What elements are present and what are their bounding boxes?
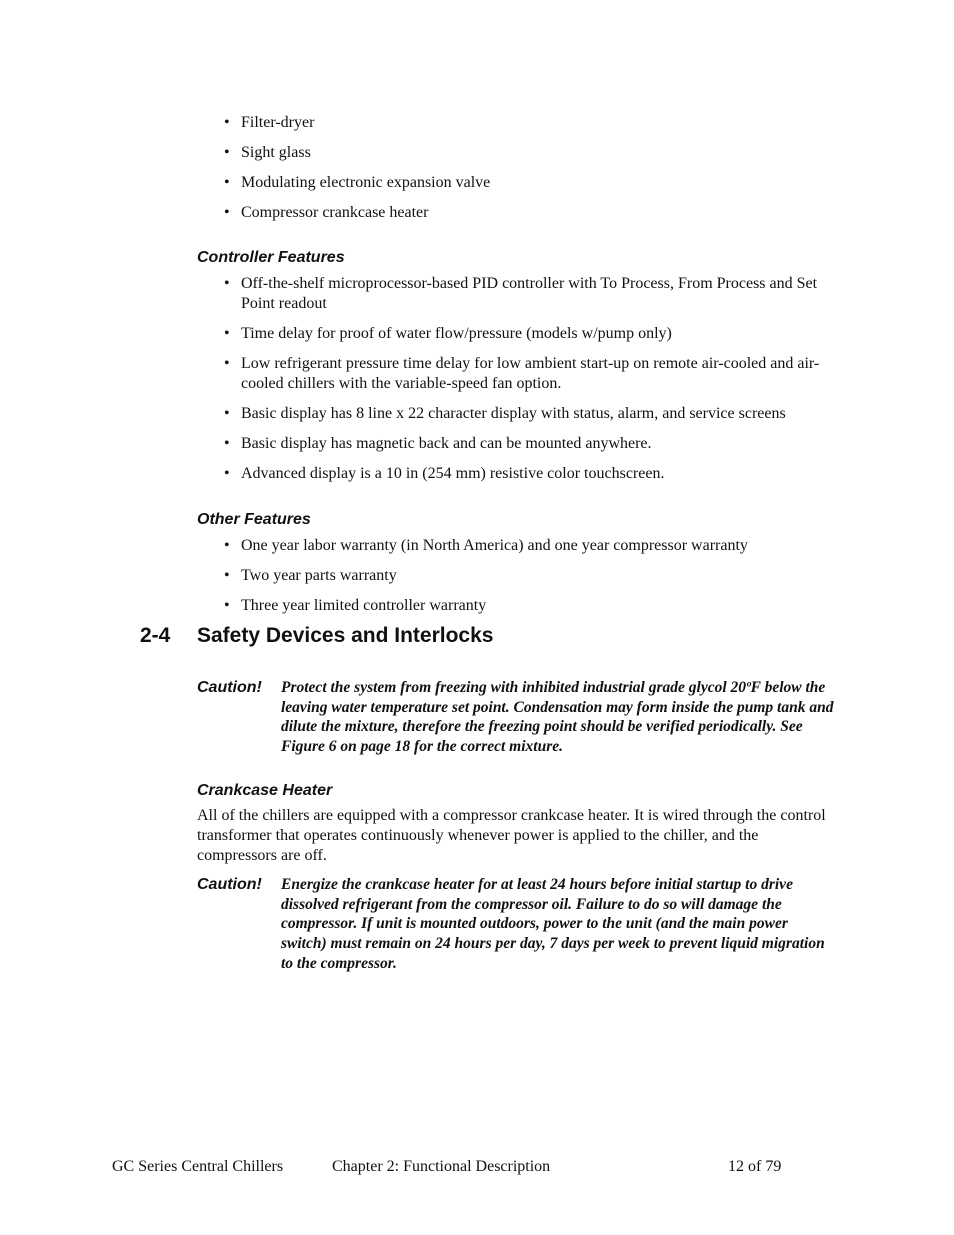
bullet-icon: • xyxy=(224,173,230,191)
list-item: • Advanced display is a 10 in (254 mm) resistive color touchscreen. xyxy=(224,464,665,482)
caution-label: Caution! xyxy=(197,876,262,893)
bullet-icon: • xyxy=(224,404,230,422)
caution-text: Energize the crankcase heater for at least 24 hours before initial startup to drive dissolved refrigerant from the compressor oil. Failure to do so will damage the compressor. If unit is mounted outdoors, power to the unit (and the main power switch) must remain on 24 hours per day, 7 days per week to prevent liquid migration to the compressor. xyxy=(281,876,825,972)
bullet-icon: • xyxy=(224,143,230,161)
controller-features-list xyxy=(224,274,844,483)
footer-chapter: Chapter 2: Functional Description xyxy=(332,1158,551,1175)
list-item: • Two year parts warranty xyxy=(224,566,397,584)
list-item: • Sight glass xyxy=(224,143,311,161)
bullet-icon: • xyxy=(224,114,230,131)
caution-freezing xyxy=(197,678,837,758)
bullet-icon: • xyxy=(224,434,230,452)
list-item: • Modulating electronic expansion valve xyxy=(224,173,491,191)
other-features-heading: Other Features xyxy=(197,511,311,528)
bullet-icon: • xyxy=(224,596,230,614)
footer-doc-title: GC Series Central Chillers xyxy=(112,1158,284,1175)
list-item: • Time delay for proof of water flow/pressure (models w/pump only) xyxy=(224,324,672,342)
list-item: • Basic display has magnetic back and can be mounted anywhere. xyxy=(224,434,652,452)
component-list xyxy=(224,113,844,223)
caution-crankcase xyxy=(197,875,837,975)
list-item: • Filter-dryer xyxy=(224,114,315,131)
list-item: • Low refrigerant pressure time delay for low ambient start-up on remote air-cooled and air-cooled chillers with the variable-speed fan option. xyxy=(224,354,820,392)
section-number: 2-4 xyxy=(140,624,171,647)
list-item: • Basic display has 8 line x 22 character display with status, alarm, and service screens xyxy=(224,404,786,422)
caution-label: Caution! xyxy=(197,679,262,696)
list-item: • Three year limited controller warranty xyxy=(224,596,487,614)
section-title: Safety Devices and Interlocks xyxy=(197,624,494,647)
bullet-icon: • xyxy=(224,354,230,372)
bullet-icon: • xyxy=(224,203,230,221)
caution-text: Protect the system from freezing with inhibited industrial grade glycol 20ºF below the leaving water temperature set point. Condensation may form inside the pump tank and dilute the mixture, therefore the freezing point should be verified periodically. See Figure 6 on page 18 for the correct mixture. xyxy=(281,679,834,756)
section-heading xyxy=(140,623,493,649)
list-item: • Compressor crankcase heater xyxy=(224,203,429,221)
footer-page-number: 12 of 79 xyxy=(728,1158,782,1175)
crankcase-heater-heading: Crankcase Heater xyxy=(197,782,333,799)
list-item: • Off-the-shelf microprocessor-based PID controller with To Process, From Process and Set Point readout xyxy=(224,275,818,312)
bullet-icon: • xyxy=(224,537,230,554)
bullet-icon: • xyxy=(224,566,230,584)
crankcase-heater-body: All of the chillers are equipped with a compressor crankcase heater. It is wired through the control transformer that operates continuously whenever power is applied to the chiller, and the compressors are off. xyxy=(197,807,826,864)
bullet-icon: • xyxy=(224,324,230,342)
bullet-icon: • xyxy=(224,275,230,292)
controller-features-heading: Controller Features xyxy=(197,249,345,266)
list-item: • One year labor warranty (in North America) and one year compressor warranty xyxy=(224,537,748,554)
other-features-list xyxy=(224,536,844,616)
bullet-icon: • xyxy=(224,464,230,482)
